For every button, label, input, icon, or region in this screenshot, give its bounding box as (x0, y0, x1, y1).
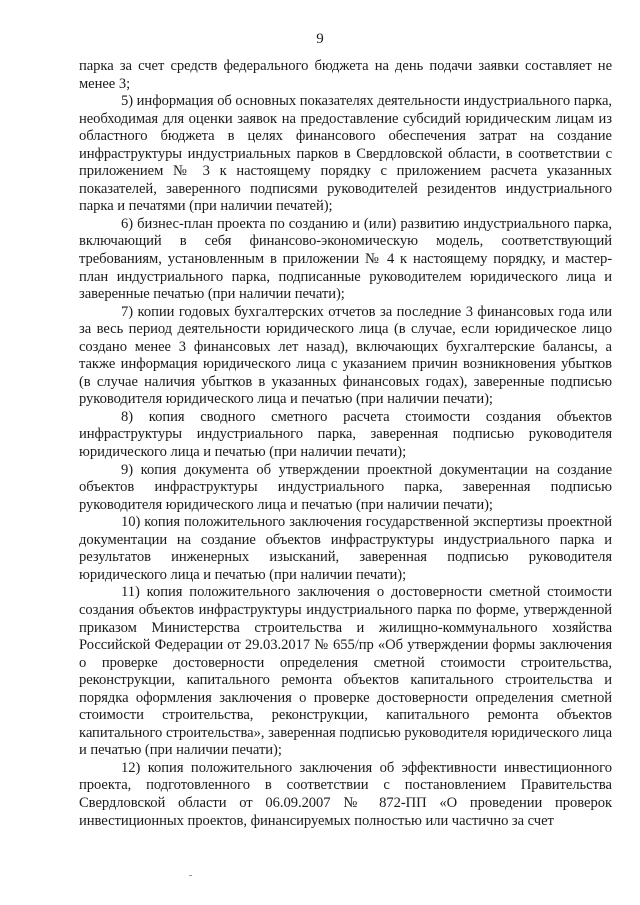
list-item-11: 11) копия положительного заключения о достоверности сметной стоимости создания объектов инфраструктуры индустриального парка по форме, утвержденной приказом Министерства строительства и жилищно-коммунального хозяйства Российской Федерации от 29.03.2017 № 655/пр «Об утверждении формы заключения о проверке достоверности определения сметной стоимости строительства, реконструкции, капитального ремонта объектов капитального строительства и порядка оформления заключения о проверке достоверности определения сметной стоимости строительства, реконструкции, капитального ремонта объектов капитального строительства», заверенная подписью руководителя юридического лица и печатью (при наличии печати); (79, 584, 612, 759)
list-item-5: 5) информация об основных показателях деятельности индустриального парка, необходимая для оценки заявок на предоставление субсидий юридическим лицам из областного бюджета в целях финансового обеспечения затрат на создание инфраструктуры индустриальных парков в Свердловской области, в соответствии с приложением № 3 к настоящему порядку с приложением расчета указанных показателей, заверенного подписями руководителей резидентов индустриального парка и печатями (при наличии печатей); (79, 93, 612, 215)
list-item-7: 7) копии годовых бухгалтерских отчетов за последние 3 финансовых года или за весь период деятельности юридического лица (в случае, если юридическое лицо создано менее 3 финансовых лет назад), включающих бухгалтерские балансы, а также информация юридического лица с указанием причин возникновения убытков (в случае наличия убытков в указанных финансовых годах), заверенные подписью руководителя юридического лица и печатью (при наличии печати); (79, 303, 612, 408)
scan-artifact (189, 875, 192, 876)
paragraph-continuation: парка за счет средств федерального бюджета на день подачи заявки составляет не менее 3; (79, 58, 612, 92)
list-item-12: 12) копия положительного заключения об эффективности инвестиционного проекта, подготовленного в соответствии с постановлением Правительства Свердловской области от 06.09.2007 № 872-ПП «О проведении проверок инвестиционных проектов, финансируемых полностью или частично за счет (79, 759, 612, 829)
list-item-6: 6) бизнес-план проекта по созданию и (или) развитию индустриального парка, включающий в себя финансово-экономическую модель, соответствующий требованиям, установленным в приложении № 4 к настоящему порядку, и мастер-план индустриального парка, подписанные руководителем юридического лица и заверенные печатью (при наличии печати); (79, 215, 612, 303)
list-item-9: 9) копия документа об утверждении проектной документации на создание объектов инфраструктуры индустриального парка, заверенная подписью руководителя юридического лица и печатью (при наличии печати); (79, 461, 612, 513)
document-body (79, 58, 612, 830)
list-item-10: 10) копия положительного заключения государственной экспертизы проектной документации на создание объектов инфраструктуры индустриального парка и результатов инженерных изысканий, заверенная подписью руководителя юридического лица и печатью (при наличии печати); (79, 514, 612, 583)
page-number: 9 (316, 31, 324, 47)
list-item-8: 8) копия сводного сметного расчета стоимости создания объектов инфраструктуры индустриального парка, заверенная подписью руководителя юридического лица и печатью (при наличии печати); (79, 408, 612, 461)
